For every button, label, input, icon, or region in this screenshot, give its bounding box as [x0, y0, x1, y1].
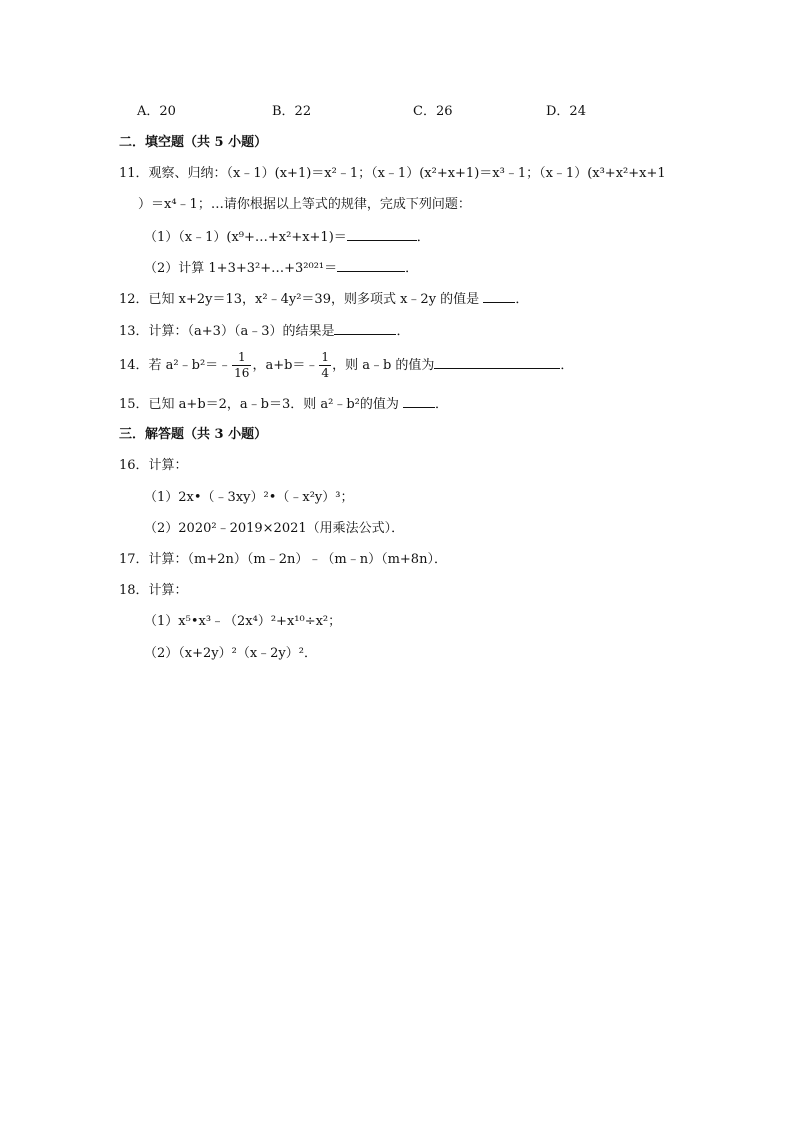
question-13-end: ． [396, 324, 410, 339]
question-14 [119, 350, 573, 382]
fraction-numerator: 1 [232, 350, 251, 366]
question-11-part2-end: ． [405, 261, 419, 276]
option-c: C．26 [413, 104, 453, 119]
question-14-mid: ，a+b＝﹣ [252, 358, 319, 373]
question-14-suffix: ，则 a﹣b 的值为 [332, 358, 435, 373]
section-title-fill-in: 二．填空题（共 5 小题） [119, 135, 268, 150]
question-16-title: 16．计算： [119, 458, 188, 473]
question-11-part1-end: ． [416, 230, 430, 245]
question-11-line1: 11．观察、归纳：（x﹣1）(x+1)＝x²﹣1；（x﹣1）(x²+x+1)＝x³﹣1；（x﹣1）(x³+x²+x+1 [119, 166, 666, 181]
question-12-end: ． [515, 292, 529, 307]
answer-blank[interactable] [434, 356, 560, 369]
question-13 [119, 322, 410, 341]
question-11-line2: ）＝x⁴﹣1；…请你根据以上等式的规律，完成下列问题： [138, 197, 471, 212]
fraction-1-4 [319, 350, 331, 381]
fraction-numerator: 1 [321, 350, 330, 364]
question-16-part1: （1）2x•（﹣3xy）²•（﹣x²y）³； [144, 490, 354, 505]
fraction-denominator: 4 [321, 366, 330, 380]
question-15-text: 15．已知 a+b＝2，a﹣b＝3．则 a²﹣b²的值为 [119, 397, 404, 412]
option-a: A．20 [137, 104, 176, 119]
answer-blank[interactable] [347, 228, 417, 241]
section-title-solve: 三．解答题（共 3 小题） [119, 427, 268, 442]
question-13-text: 13．计算：（a+3）（a﹣3）的结果是 [119, 324, 335, 339]
answer-blank[interactable] [337, 259, 405, 272]
question-11-part2 [144, 259, 418, 278]
fraction-1-16 [232, 350, 251, 381]
question-18-part1: （1）x⁵•x³﹣（2x⁴）²+x¹⁰÷x²； [144, 614, 342, 629]
answer-blank[interactable] [403, 395, 435, 408]
question-17: 17．计算：（m+2n）（m﹣2n）﹣（m﹣n）（m+8n）． [119, 552, 447, 567]
question-14-prefix: 14．若 a²﹣b²＝﹣ [119, 358, 232, 373]
question-15-end: ． [435, 397, 449, 412]
question-16-part2: （2）2020²﹣2019×2021（用乘法公式）． [144, 521, 405, 536]
answer-blank[interactable] [483, 290, 515, 303]
question-18-title: 18．计算： [119, 583, 188, 598]
question-12-text: 12．已知 x+2y＝13，x²﹣4y²＝39，则多项式 x﹣2y 的值是 [119, 292, 484, 307]
question-11-part2-text: （2）计算 1+3+3²+…+3²⁰²¹＝ [144, 261, 338, 276]
answer-blank[interactable] [334, 322, 396, 335]
option-d: D．24 [546, 104, 586, 119]
question-11-part1 [144, 228, 430, 247]
question-14-end: ． [560, 358, 574, 373]
fraction-denominator: 16 [234, 366, 250, 380]
question-15 [119, 395, 448, 414]
question-12 [119, 290, 528, 309]
question-11-part1-text: （1）（x﹣1）(x⁹+…+x²+x+1)＝ [144, 230, 347, 245]
option-b: B．22 [272, 104, 312, 119]
question-18-part2: （2）（x+2y）²（x﹣2y）²． [144, 646, 317, 661]
